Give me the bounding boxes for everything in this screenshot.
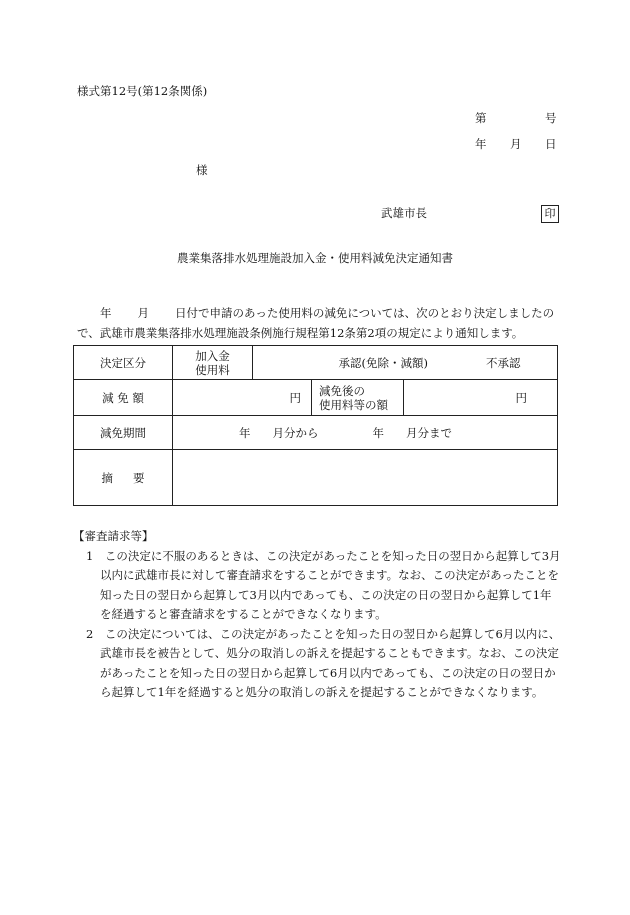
document-title: 農業集落排水処理施設加入金・使用料減免決定通知書	[177, 251, 453, 265]
body-line-1	[100, 304, 554, 324]
remarks-field	[173, 450, 558, 506]
decision-row	[74, 346, 558, 380]
decision-choice-cell	[253, 346, 558, 380]
type-usage-fee: 使用料	[195, 362, 230, 377]
document-number-prefix: 第	[475, 111, 487, 125]
body-year: 年	[100, 306, 112, 320]
seal-mark: 印	[541, 205, 559, 223]
reduction-row	[74, 380, 558, 416]
body-line-2: で、武雄市農業集落排水処理施設条例施行規程第12条第2項の規定により通知します。	[77, 326, 524, 340]
after-amount-yen: 円	[404, 380, 558, 416]
reduction-amount-yen: 円	[173, 380, 312, 416]
review-heading: 【審査請求等】	[73, 529, 154, 543]
date-day: 日	[545, 137, 557, 151]
type-entry-fee: 加入金	[195, 348, 230, 363]
period-to: 月分まで	[406, 425, 452, 440]
rejected-option: 不承認	[486, 355, 521, 370]
period-to-year: 年	[372, 425, 384, 440]
review-item-1: 1 この決定に不服のあるときは、この決定があったことを知った日の翌日から起算して3月以内に武雄市長に対して審査請求をすることができます。なお、この決定があったことを知った日の翌日から起算して3月以内であっても、この決定の日の翌日から起算して1年を経過すると審査請求をすることができなくなります。	[86, 548, 561, 621]
after-reduction-label	[312, 380, 404, 416]
decision-type-cell	[173, 346, 253, 380]
remarks-label-1: 摘	[101, 470, 113, 485]
body-month: 月	[137, 306, 149, 320]
remarks-label-2: 要	[133, 470, 145, 485]
remarks-label	[74, 450, 173, 506]
date-year: 年	[475, 137, 487, 151]
decision-table	[73, 345, 558, 506]
remarks-row	[74, 450, 558, 506]
decision-label: 決定区分	[74, 346, 173, 380]
after-label-line-2: 使用料等の額	[319, 397, 388, 412]
approved-option: 承認(免除・減額)	[338, 355, 428, 370]
document-number-suffix: 号	[545, 111, 557, 125]
period-from-year: 年	[239, 425, 251, 440]
form-number: 様式第12号(第12条関係)	[77, 84, 208, 98]
after-label-line-1: 減免後の	[319, 383, 365, 398]
date-month: 月	[510, 137, 522, 151]
issuer: 武雄市長	[381, 206, 427, 220]
review-section	[73, 527, 562, 703]
period-row	[74, 416, 558, 450]
period-from: 月分から	[272, 425, 319, 440]
addressee-suffix: 様	[196, 163, 208, 177]
review-item-2: 2 この決定については、この決定があったことを知った日の翌日から起算して6月以内に、武雄市長を被告として、処分の取消しの訴えを提起することもできます。なお、この決定があったことを知った日の翌日から起算して6月以内であっても、この決定の日の翌日から起算して1年を経過すると処分の取消しの訴えを提起することができなくなります。	[86, 626, 561, 699]
period-cell	[173, 416, 558, 450]
body-line-1-text: 日付で申請のあった使用料の減免については、次のとおり決定しましたの	[175, 306, 555, 320]
reduction-label: 減 免 額	[74, 380, 173, 416]
period-label: 減免期間	[74, 416, 173, 450]
